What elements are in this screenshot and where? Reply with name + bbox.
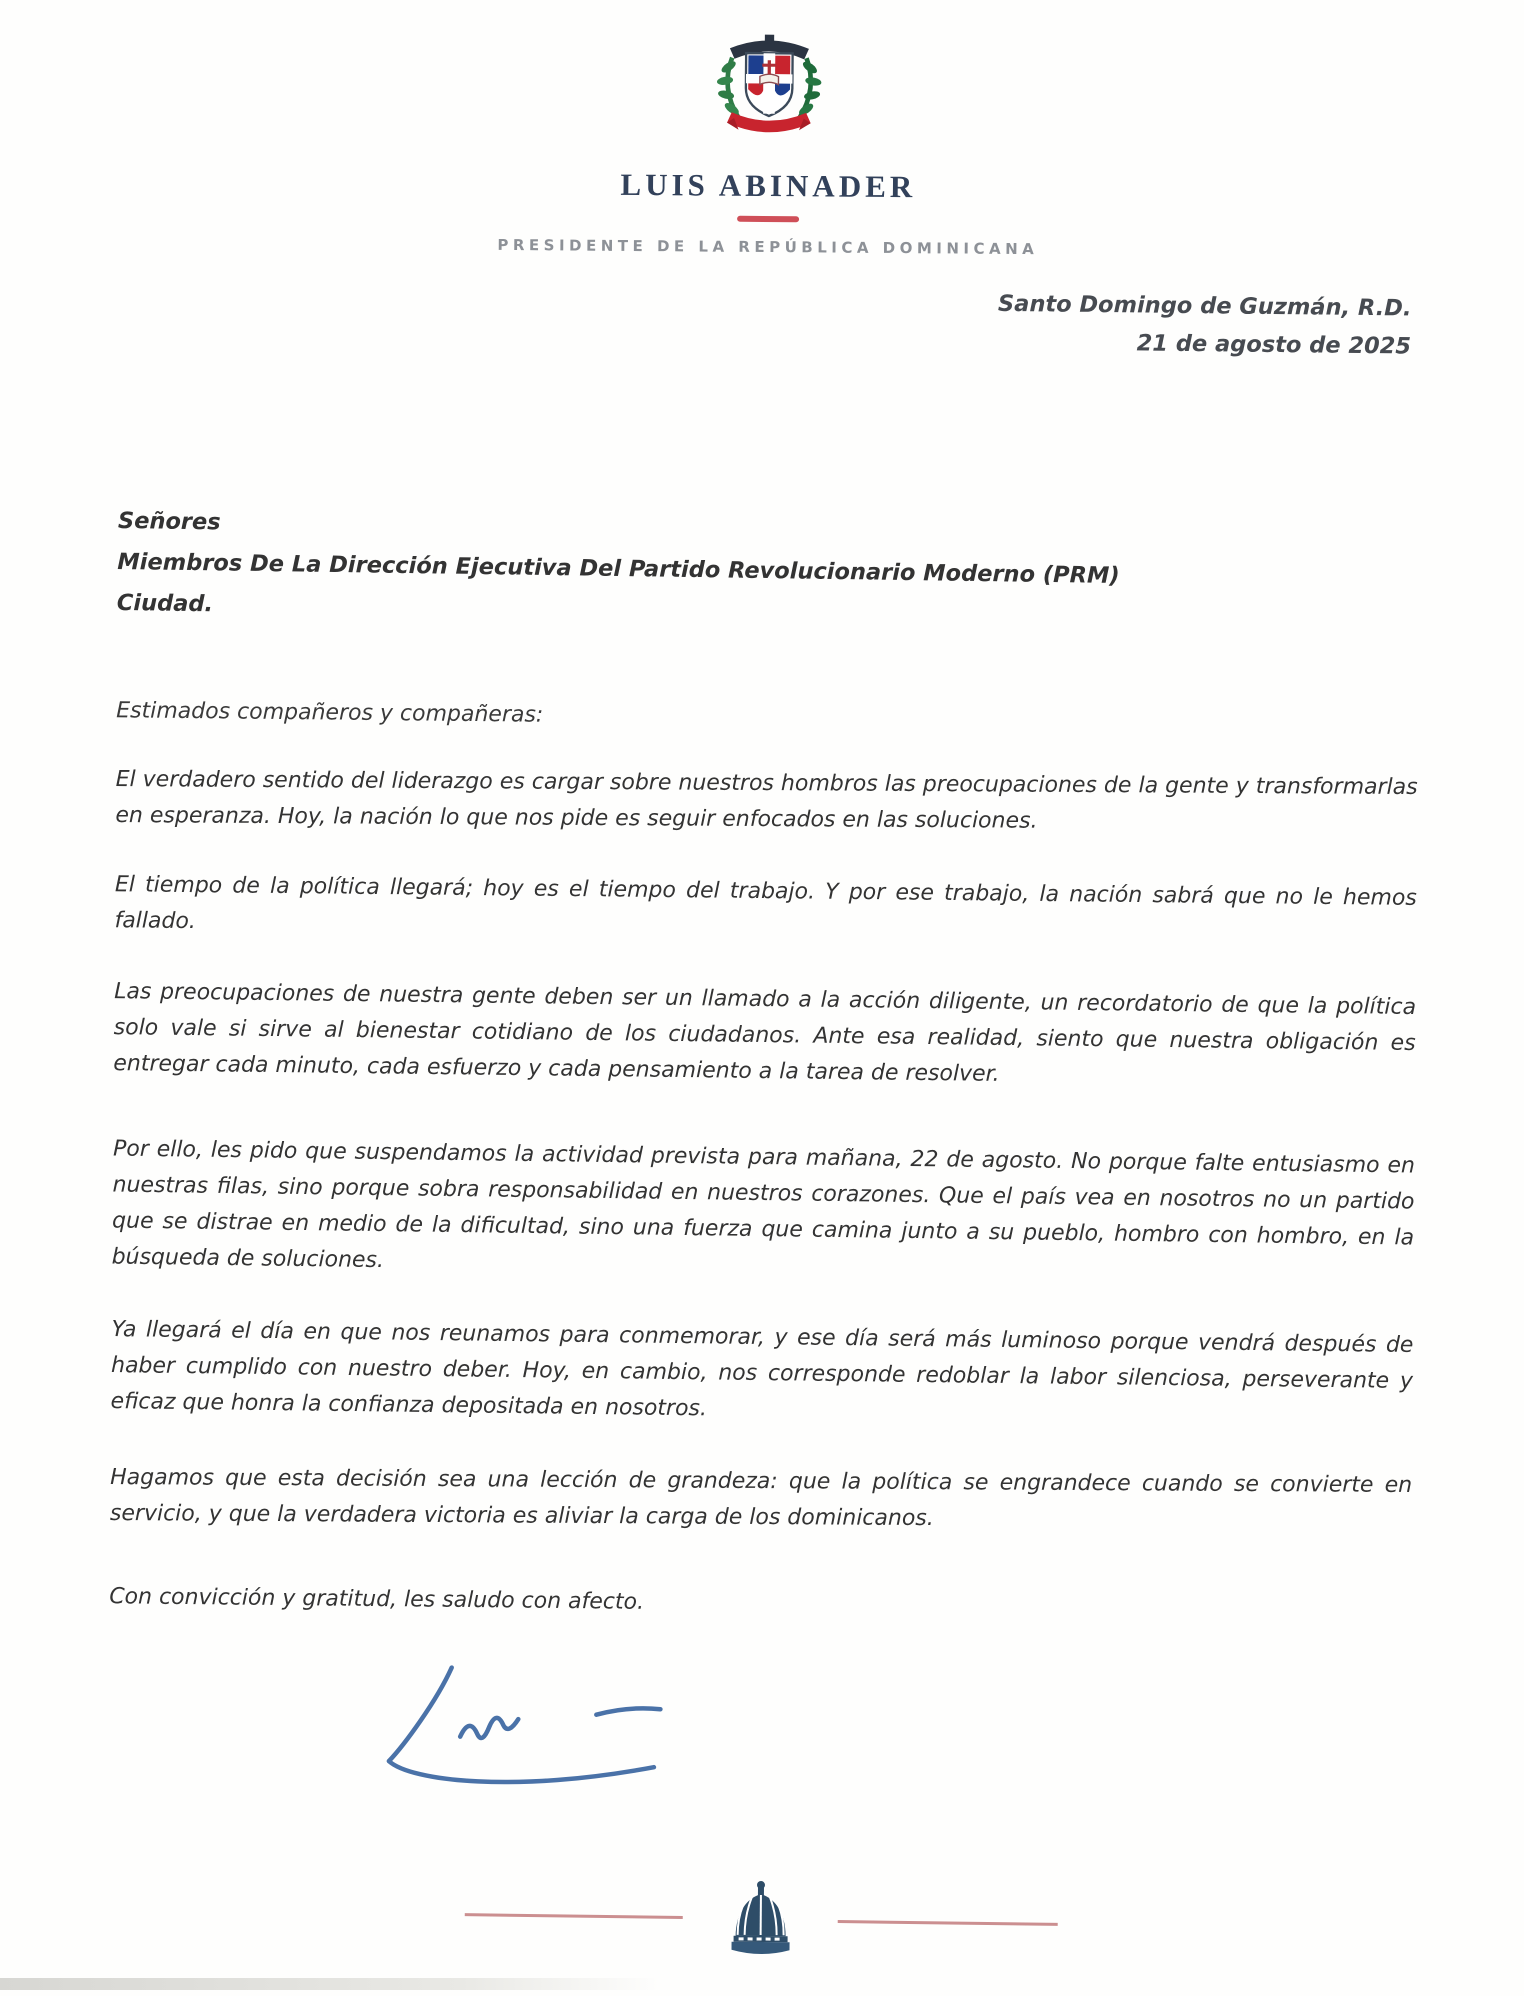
letter-body: [109, 761, 1418, 1627]
dateline: [5, 274, 1412, 366]
dominican-coat-of-arms-icon: [710, 30, 829, 153]
paragraph: Hagamos que esta decisión sea una lección de grandeza: que la política se engrandece cuando se convierte en servicio, y que la verdadera victoria es aliviar la carga de los dominicanos.: [109, 1465, 1413, 1532]
scan-edge-artifact: [0, 1978, 660, 1990]
recipient-line: Miembros De La Dirección Ejecutiva Del Partido Revolucionario Moderno (PRM): [117, 548, 1120, 589]
palace-dome-icon: [729, 1880, 792, 1956]
sender-name: LUIS ABINADER: [620, 166, 917, 205]
salutation: Estimados compañeros y compañeras:: [116, 698, 544, 728]
paragraph: Ya llegará el día en que nos reunamos para conmemorar, y ese día será más luminoso porque vendrá después de haber cumplido con nuestro deber. Hoy, en cambio, nos corresponde redoblar la labor silenciosa, perseverante y eficaz que honra la confianza depositada en nosotros.: [110, 1317, 1414, 1422]
dateline-place: Santo Domingo de Guzmán, R.D.: [997, 290, 1412, 322]
recipient-line: Señores: [117, 507, 221, 536]
paragraph: El verdadero sentido del liderazgo es cargar sobre nuestros hombros las preocupaciones de la gente y transformarlas en esperanza. Hoy, la nación lo que nos pide es seguir enfocados en las soluciones.: [115, 767, 1418, 834]
red-accent-divider: [737, 216, 799, 222]
footer-left-rule: [465, 1913, 683, 1919]
recipient-block: [117, 501, 1419, 642]
paragraph: Las preocupaciones de nuestra gente deben ser un llamado a la acción diligente, un recordatorio de que la política solo vale si sirve al bienestar cotidiano de los ciudadanos. Ante esa realidad, siento que nuestra obligación es entregar cada minuto, cada esfuerzo y cada pensamiento a la tarea de resolver.: [113, 979, 1417, 1087]
footer-right-rule: [838, 1920, 1058, 1926]
sender-title: PRESIDENTE DE LA REPÚBLICA DOMINICANA: [497, 235, 1039, 259]
paragraph: El tiempo de la política llegará; hoy es el tiempo del trabajo. Y por ese trabajo, la nación sabrá que no le hemos fallado.: [114, 872, 1417, 935]
dateline-date: 21 de agosto de 2025: [1136, 330, 1412, 360]
paragraph: Por ello, les pido que suspendamos la actividad prevista para mañana, 22 de agosto. No porque falte entusiasmo en nuestras filas, sino porque sobra responsabilidad en nuestros corazones. Que el país vea en nosotros no un partido que se distrae en medio de la dificultad, sino una fuerza que camina junto a su pueblo, hombro con hombro, en la búsqueda de soluciones.: [111, 1136, 1416, 1274]
signature-handwritten-icon: [356, 1659, 687, 1817]
recipient-line: Ciudad.: [116, 589, 214, 618]
closing-line: Con convicción y gratitud, les saludo con afecto.: [109, 1584, 645, 1615]
